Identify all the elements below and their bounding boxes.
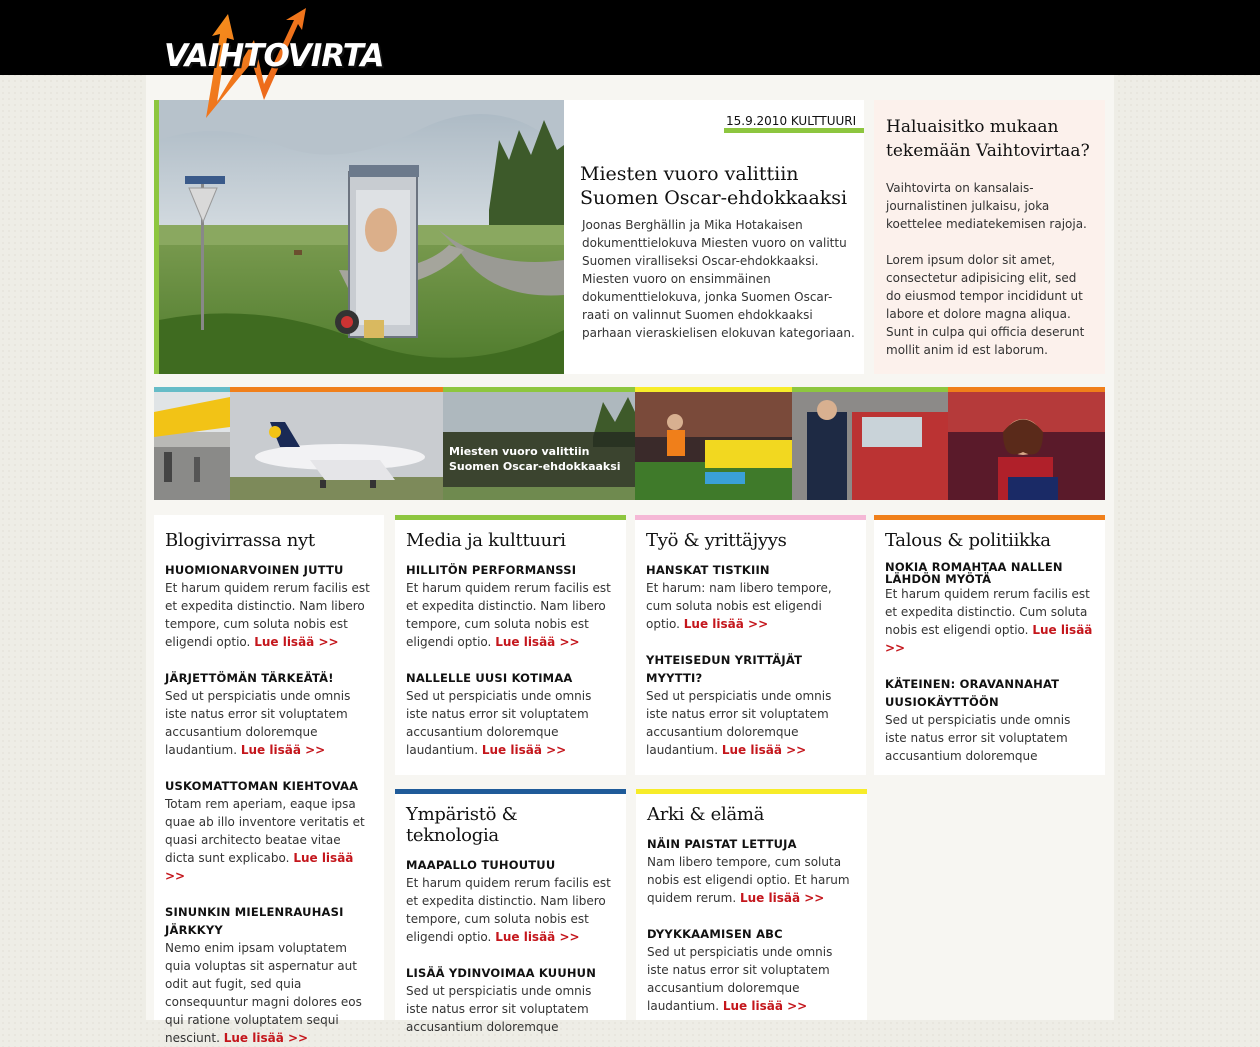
section-title-media[interactable]: Media ja kulttuuri <box>406 530 566 551</box>
article-item <box>165 777 373 885</box>
article-teaser: Et harum quidem rerum facilis est et expedita distinctio. Nam libero tempore, cum soluta nobis est eligendi optio. Lue lisää >> <box>406 581 611 649</box>
article-headline[interactable]: JÄRJETTÖMÄN TÄRKEÄTÄ! <box>165 671 334 685</box>
hero-title[interactable]: Miesten vuoro valittiin Suomen Oscar-ehdokkaaksi <box>580 163 848 209</box>
article-item <box>406 561 615 651</box>
article-teaser: Et harum quidem rerum facilis est et expedita distinctio. Nam libero tempore, cum soluta nobis est eligendi optio. Lue lisää >> <box>406 876 611 944</box>
article-headline[interactable]: HUOMIONARVOINEN JUTTU <box>165 563 344 577</box>
hero-dateline: 15.9.2010 KULTTUURI <box>724 113 864 133</box>
promo-text-2: Lorem ipsum dolor sit amet, consectetur adipisicing elit, sed do eiusmod tempor incididunt ut labore et dolore magna aliqua. Sunt in culpa qui officia deserunt mollit anim id est laborum. <box>886 253 1085 357</box>
strip-caption[interactable]: Miesten vuoro valittiin Suomen Oscar-ehdokkaaksi <box>443 432 635 487</box>
strip-thumb-5[interactable] <box>792 387 948 500</box>
article-headline[interactable]: SINUNKIN MIELENRAUHASI JÄRKKYY <box>165 905 344 937</box>
article-item <box>647 925 856 1015</box>
article-item <box>646 561 855 633</box>
section-title-tyo[interactable]: Työ & yrittäjyys <box>646 530 787 551</box>
hero-body: Joonas Berghällin ja Mika Hotakaisen dokumenttielokuva Miesten vuoro on valittu Suomen viralliseksi Oscar-ehdokkaaksi. Miesten vuoro on ensimmäinen dokumenttielokuva, jonka Suomen Oscar-raati on valinnut Suomen ehdokkaaksi parhaan vieraskielisen elokuvan kategoriaan. <box>582 218 855 340</box>
article-headline[interactable]: MAAPALLO TUHOUTUU <box>406 858 556 872</box>
article-teaser: Sed ut perspiciatis unde omnis iste natus error sit voluptatem accusantium doloremque <box>406 984 592 1034</box>
section-title-arki[interactable]: Arki & elämä <box>647 804 765 825</box>
article-headline[interactable]: LISÄÄ YDINVOIMAA KUUHUN <box>406 966 597 980</box>
article-teaser: Sed ut perspiciatis unde omnis iste natus error sit voluptatem accusantium doloremque <box>885 713 1071 763</box>
section-title-ymparisto[interactable]: Ympäristö & teknologia <box>406 804 518 846</box>
read-more-link[interactable]: Lue lisää >> <box>885 623 1093 655</box>
section-accent-bar <box>636 789 867 794</box>
article-headline[interactable]: NALLELLE UUSI KOTIMAA <box>406 671 573 685</box>
image-strip <box>154 387 1105 500</box>
read-more-link[interactable]: Lue lisää >> <box>721 743 807 757</box>
article-headline[interactable]: USKOMATTOMAN KIEHTOVAA <box>165 779 359 793</box>
article-teaser: Totam rem aperiam, eaque ipsa quae ab illo inventore veritatis et quasi architecto beatae vitae dicta sunt explicabo. Lue lisää >> <box>165 797 365 883</box>
strip-thumb-3[interactable] <box>443 387 635 500</box>
article-headline[interactable]: YHTEISEDUN YRITTÄJÄT MYYTTI? <box>646 653 803 685</box>
article-teaser: Et harum quidem rerum facilis est et expedita distinctio. Cum soluta nobis est eligendi optio. Lue lisää >> <box>885 587 1093 655</box>
article-item <box>646 651 855 759</box>
article-teaser: Et harum quidem rerum facilis est et expedita distinctio. Nam libero tempore, cum soluta nobis est eligendi optio. Lue lisää >> <box>165 581 370 649</box>
article-headline[interactable]: HILLITÖN PERFORMANSSI <box>406 563 577 577</box>
read-more-link[interactable]: Lue lisää >> <box>495 930 580 944</box>
article-headline[interactable]: NOKIA ROMAHTAA NALLEN LÄHDÖN MYÖTÄ <box>885 560 1063 586</box>
article-item <box>165 669 373 759</box>
section-arki <box>636 789 867 1020</box>
article-headline[interactable]: HANSKAT TISTKIIN <box>646 563 770 577</box>
section-title-talous[interactable]: Talous & politiikka <box>885 530 1051 551</box>
article-item <box>406 669 615 759</box>
section-blogi <box>154 515 384 1045</box>
promo-title[interactable]: Haluaisitko mukaan tekemään Vaihtovirtaa? <box>886 117 1090 161</box>
section-talous <box>874 515 1105 775</box>
strip-thumb-2[interactable] <box>230 387 443 500</box>
read-more-link[interactable]: Lue lisää >> <box>165 851 354 883</box>
section-accent-bar <box>395 789 626 794</box>
promo-text-1: Vaihtovirta on kansalais-journalistinen julkaisu, joka koettelee mediatekemisen rajoja. <box>886 181 1087 231</box>
section-ymparisto <box>395 789 626 1034</box>
site-logo[interactable] <box>162 4 384 124</box>
promo-box <box>874 100 1105 374</box>
article-teaser: Sed ut perspiciatis unde omnis iste natus error sit voluptatem accusantium doloremque laudantium. Lue lisää >> <box>165 689 351 757</box>
article-item <box>647 835 856 907</box>
article-teaser: Nemo enim ipsam voluptatem quia voluptas sit aspernatur aut odit aut fugit, sed quia consequuntur magni dolores eos qui ratione voluptatem sequi nesciunt. Lue lisää >> <box>165 941 362 1045</box>
article-item <box>406 856 615 946</box>
read-more-link[interactable]: Lue lisää >> <box>739 891 825 905</box>
article-item <box>885 561 1094 657</box>
read-more-link[interactable]: Lue lisää >> <box>481 743 567 757</box>
read-more-link[interactable]: Lue lisää >> <box>722 999 808 1013</box>
article-teaser: Sed ut perspiciatis unde omnis iste natus error sit voluptatem accusantium doloremque laudantium. Lue lisää >> <box>406 689 592 757</box>
article-teaser: Et harum: nam libero tempore, cum soluta nobis est eligendi optio. Lue lisää >> <box>646 581 832 631</box>
article-item <box>406 964 615 1036</box>
hero-photo[interactable] <box>159 100 564 374</box>
read-more-link[interactable]: Lue lisää >> <box>254 635 339 649</box>
section-title-blogi[interactable]: Blogivirrassa nyt <box>165 530 315 551</box>
read-more-link[interactable]: Lue lisää >> <box>240 743 326 757</box>
section-accent-bar <box>635 515 866 520</box>
strip-thumb-1[interactable] <box>154 387 230 500</box>
read-more-link[interactable]: Lue lisää >> <box>223 1031 309 1045</box>
article-teaser: Sed ut perspiciatis unde omnis iste natus error sit voluptatem accusantium doloremque laudantium. Lue lisää >> <box>647 945 833 1013</box>
article-item <box>165 903 373 1047</box>
read-more-link[interactable]: Lue lisää >> <box>683 617 769 631</box>
strip-thumb-4[interactable] <box>635 387 792 500</box>
article-teaser: Sed ut perspiciatis unde omnis iste natus error sit voluptatem accusantium doloremque laudantium. Lue lisää >> <box>646 689 832 757</box>
section-media <box>395 515 626 775</box>
section-tyo <box>635 515 866 775</box>
article-teaser: Nam libero tempore, cum soluta nobis est eligendi optio. Et harum quidem rerum. Lue lisää >> <box>647 855 850 905</box>
section-accent-bar <box>874 515 1105 520</box>
article-headline[interactable]: DYYKKAAMISEN ABC <box>647 927 783 941</box>
read-more-link[interactable]: Lue lisää >> <box>495 635 580 649</box>
section-accent-bar <box>395 515 626 520</box>
article-headline[interactable]: NÄIN PAISTAT LETTUJA <box>647 837 797 851</box>
logo-text: VAIHTOVIRTA <box>164 38 384 74</box>
strip-thumb-6[interactable] <box>948 387 1105 500</box>
article-headline[interactable]: KÄTEINEN: ORAVANNAHAT UUSIOKÄYTTÖÖN <box>885 677 1060 709</box>
article-item <box>885 675 1094 765</box>
article-item <box>165 561 373 651</box>
